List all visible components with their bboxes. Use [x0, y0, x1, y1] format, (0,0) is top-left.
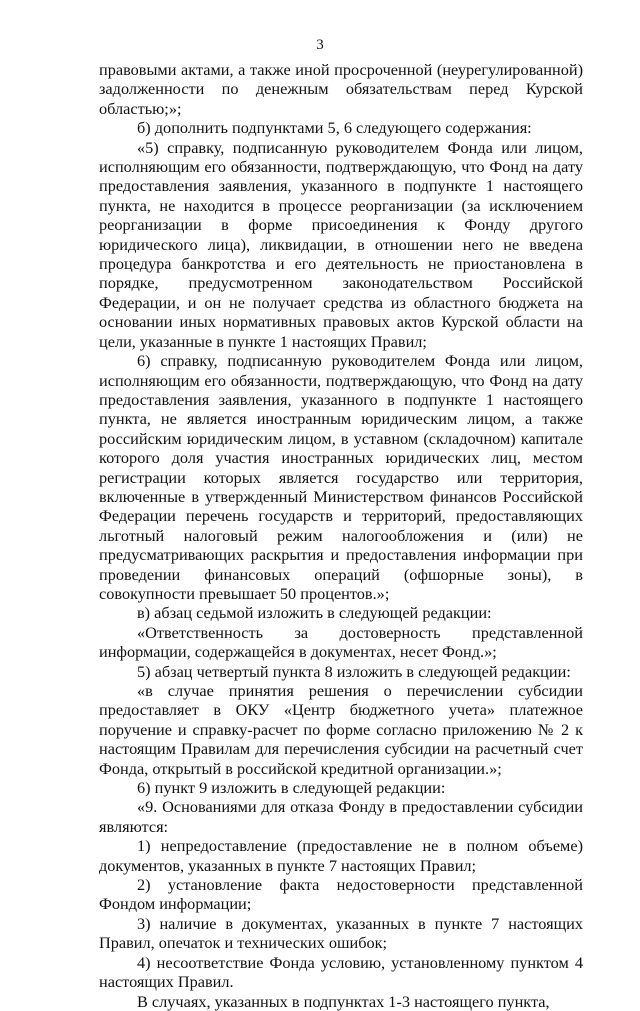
paragraph: 1) непредоставление (предоставление не в полном объеме) документов, указанных в пункте 7 настоящих Правил; — [99, 836, 583, 875]
paragraph: б) дополнить подпунктами 5, 6 следующего содержания: — [137, 118, 532, 138]
paragraph: «5) справку, подписанную руководителем Фонда или лицом, исполняющим его обязанности, подтверждающую, что Фонд на дату предоставления заявления, указанного в подпункте 1 настоящего пункта, не находится в процессе реорганизации (за исключением реорганизации в форме присоединения к Фонду другого юридического лица), ликвидации, в отношении него не введена процедура банкротства и его деятельность не приостановлена в порядке, предусмотренном законодательством Российской Федерации, и он не получает средства из областного бюджета на основании иных нормативных правовых актов Курской области на цели, указанные в пункте 1 настоящих Правил; — [99, 137, 583, 351]
paragraph: правовыми актами, а также иной просроченной (неурегулированной) задолженности по денежным обязательствам перед Курской областью;»; — [99, 60, 583, 118]
paragraph: В случаях, указанных в подпунктах 1-3 настоящего пункта, — [137, 991, 550, 1011]
paragraph: «в случае принятия решения о перечислении субсидии предоставляет в ОКУ «Центр бюджетного учета» платежное поручение и справку-расчет по форме согласно приложению № 2 к настоящим Правилам для перечисления субсидии на расчетный счет Фонда, открытый в российской кредитной организации.»; — [99, 681, 583, 778]
page-number: 3 — [316, 37, 324, 53]
paragraph: 5) абзац четвертый пункта 8 изложить в следующей редакции: — [137, 661, 571, 681]
paragraph: 6) пункт 9 изложить в следующей редакции: — [137, 778, 446, 798]
paragraph: 3) наличие в документах, указанных в пункте 7 настоящих Правил, опечаток и технических ошибок; — [99, 913, 583, 953]
paragraph: 4) несоответствие Фонда условию, установленному пунктом 4 настоящих Правил. — [99, 952, 583, 992]
paragraph: «Ответственность за достоверность представленной информации, содержащейся в документах, несет Фонд.»; — [99, 622, 583, 662]
paragraph: 6) справку, подписанную руководителем Фонда или лицом, исполняющим его обязанности, подтверждающую, что Фонд на дату предоставления заявления, указанного в подпункте 1 настоящего пункта, не является иностранным юридическим лицом, а также российским юридическим лицом, в уставном (складочном) капитале которого доля участия иностранных юридических лиц, местом регистрации которых является государство или территория, включенные в утвержденный Министерством финансов Российской Федерации перечень государств и территорий, предоставляющих льготный налоговый режим налогообложения и (или) не предусматривающих раскрытия и предоставления информации при проведении финансовых операций (офшорные зоны), в совокупности превышает 50 процентов.»; — [99, 351, 583, 603]
document-body — [99, 60, 583, 1011]
paragraph: в) абзац седьмой изложить в следующей редакции: — [137, 603, 492, 623]
paragraph: «9. Основаниями для отказа Фонду в предоставлении субсидии являются: — [99, 797, 583, 836]
paragraph: 2) установление факта недостоверности представленной Фондом информации; — [99, 875, 583, 914]
